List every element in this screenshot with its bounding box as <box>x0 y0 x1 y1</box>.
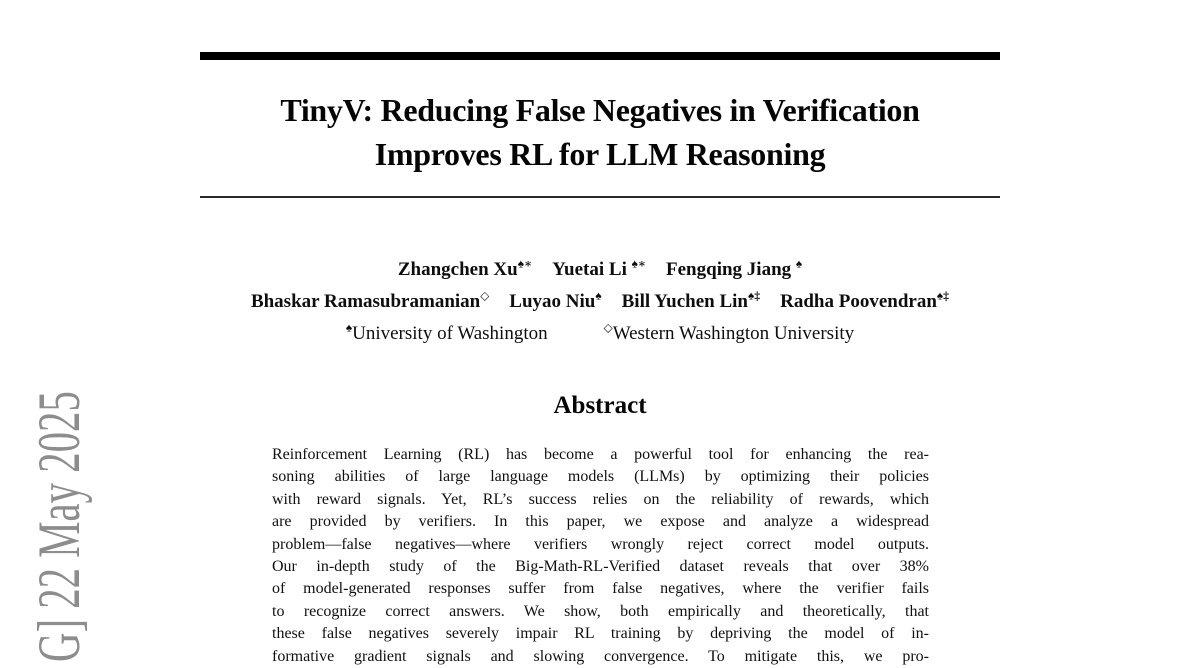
author-name: Radha Poovendran <box>780 291 937 312</box>
author-affiliation-marker: ♠∗ <box>631 257 647 271</box>
author <box>622 291 761 312</box>
affiliation-name: University of Washington <box>352 323 548 344</box>
author-affiliation-marker: ◇ <box>480 289 490 303</box>
abstract-heading: Abstract <box>553 392 647 419</box>
author <box>666 259 802 280</box>
author-name: Yuetai Li <box>552 259 632 280</box>
abstract-line: are provided by verifiers. In this paper, we expose and analyze a widespread <box>272 513 929 531</box>
author-affiliation-marker: ♠∗ <box>517 257 533 271</box>
author <box>398 259 532 280</box>
abstract-body <box>272 444 929 668</box>
author-name: Bill Yuchen Lin <box>621 291 748 312</box>
author-row-1 <box>0 254 1200 286</box>
abstract-line: Reinforcement Learning (RL) has become a powerful tool for enhancing the rea- <box>272 446 929 463</box>
author <box>509 291 601 312</box>
abstract-line: of model-generated responses suffer from false negatives, where the verifier fails <box>272 580 929 598</box>
abstract-line: problem—false negatives—where verifiers wrongly reject correct model outputs. <box>272 535 929 553</box>
abstract-line: soning abilities of large language models (LLMs) by optimizing their policies <box>272 468 929 486</box>
affiliation-name: Western Washington University <box>612 323 855 344</box>
abstract-line: formative gradient signals and slowing convergence. To mitigate this, we pro- <box>272 647 929 665</box>
paper-title-line1: TinyV: Reducing False Negatives in Verification <box>280 92 920 128</box>
author-name: Luyao Niu <box>509 291 596 312</box>
abstract-line: Our in-depth study of the Big-Math-RL-Verified dataset reveals that over 38% <box>272 557 929 575</box>
author-row-2 <box>0 286 1200 318</box>
affiliation <box>604 323 855 344</box>
top-rule <box>200 52 1000 60</box>
author-affiliation-marker: ♠‡ <box>748 289 761 303</box>
author-name: Fengqing Jiang <box>666 259 796 280</box>
author-affiliation-marker: ♠ <box>795 257 803 271</box>
affiliation <box>346 323 548 344</box>
author-name: Zhangchen Xu <box>397 259 518 280</box>
abstract-line: these false negatives severely impair RL training by depriving the model of in- <box>272 625 929 643</box>
affiliation-marker: ◇ <box>603 321 613 335</box>
arxiv-watermark: G] 22 May 2025 <box>26 391 92 662</box>
paper-title-line2: Improves RL for LLM Reasoning <box>374 136 826 172</box>
author-affiliation-marker: ♠‡ <box>936 289 950 303</box>
author-affiliation-marker: ♠ <box>595 289 602 303</box>
abstract-line: with reward signals. Yet, RL’s success relies on the reliability of rewards, which <box>272 490 929 508</box>
affiliation-marker: ♠ <box>345 321 353 335</box>
author-name: Bhaskar Ramasubramanian <box>250 291 481 312</box>
author <box>780 291 949 312</box>
author <box>251 291 489 312</box>
abstract-line: to recognize correct answers. We show, both empirically and theoretically, that <box>272 602 929 620</box>
title-rule <box>200 196 1000 198</box>
paper-title <box>100 88 1100 176</box>
author-block <box>0 254 1200 350</box>
affiliation-row <box>0 318 1200 350</box>
author <box>552 259 646 280</box>
